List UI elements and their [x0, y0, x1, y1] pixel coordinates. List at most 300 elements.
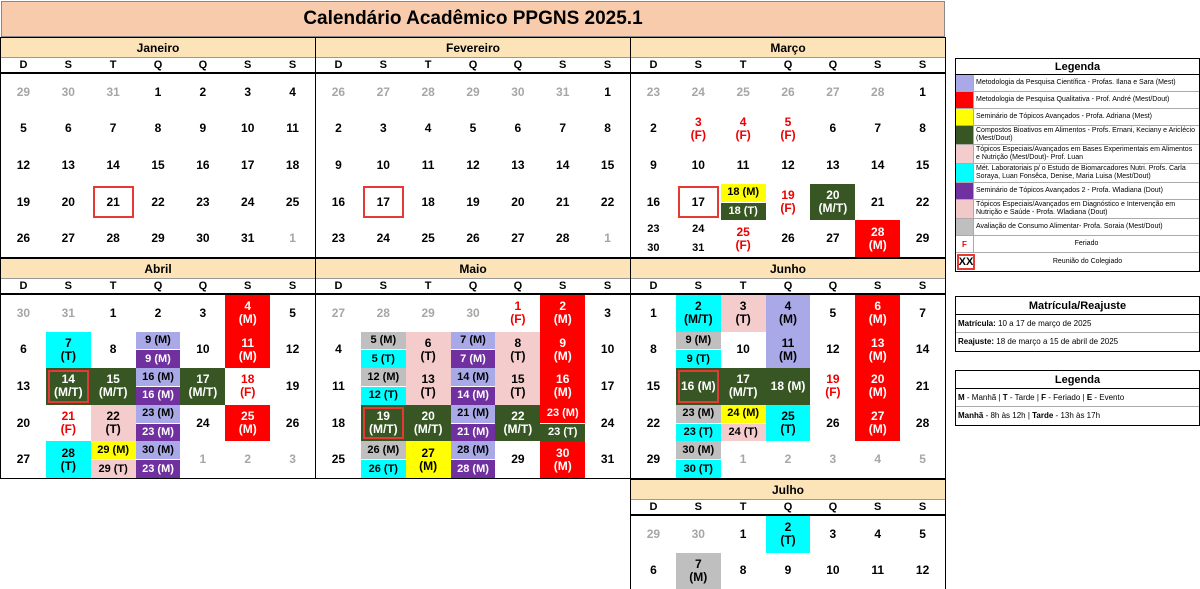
weekday-label: Q: [513, 280, 523, 292]
month-grid: [316, 295, 630, 478]
day-cell: [540, 405, 585, 442]
day-cell: [810, 147, 855, 184]
day-content: [540, 184, 585, 221]
day-content: [721, 553, 766, 589]
day-number: 28: [915, 415, 930, 430]
day-cell: [855, 441, 900, 478]
day-number: 22: [915, 194, 930, 209]
day-content: [316, 295, 361, 332]
day-number: 5: [829, 305, 837, 320]
legend-panel: [955, 58, 1200, 272]
day-cell: [180, 184, 225, 221]
day-cell: [270, 405, 315, 442]
day-cell: [136, 184, 181, 221]
weekday-header: [316, 58, 630, 74]
day-content: [766, 332, 811, 369]
day-half: 28 (M): [451, 459, 496, 478]
day-content: [91, 111, 136, 148]
day-cell: [1, 295, 46, 332]
day-content: [270, 111, 315, 148]
month-março: [630, 37, 946, 258]
day-cell: [810, 441, 855, 478]
day-cell: [1, 220, 46, 257]
day-number: 27: [871, 409, 885, 424]
day-half: 9 (M): [136, 349, 181, 368]
day-cell: [585, 295, 630, 332]
day-number: 26: [781, 84, 795, 99]
month-name: Maio: [316, 259, 630, 279]
week-row: [1, 74, 315, 111]
day-cell: [361, 220, 406, 257]
weekday-label: D: [334, 280, 343, 292]
day-content: [136, 220, 181, 257]
day-cell: [136, 111, 181, 148]
day-number: 24: [241, 194, 255, 209]
day-cell: [631, 368, 676, 405]
day-cell: [631, 220, 676, 257]
day-number: 25: [241, 409, 255, 424]
day-number: 20: [826, 188, 840, 203]
day-cell: [270, 295, 315, 332]
day-half: 9 (M): [136, 332, 181, 350]
day-note: (M): [779, 312, 797, 327]
weekday-label: S: [694, 59, 702, 71]
day-number: 26: [331, 84, 346, 99]
day-number: 18 (M): [770, 378, 806, 393]
day-cell: [270, 111, 315, 148]
day-number: 26: [16, 231, 31, 246]
day-number: 22: [106, 409, 120, 424]
day-cell: [585, 74, 630, 111]
day-number: 15: [151, 157, 165, 172]
day-number: 9: [650, 157, 657, 172]
day-number: 26: [466, 231, 480, 246]
day-cell: [766, 184, 811, 221]
day-note: (M/T): [818, 201, 848, 216]
month-grid: [631, 516, 945, 589]
day-number: 28: [871, 84, 885, 99]
weekday-label: S: [874, 59, 882, 71]
day-number: 21: [106, 194, 120, 209]
day-cell: [721, 220, 766, 257]
day-number: 29: [466, 84, 480, 99]
day-number: 29: [646, 526, 661, 541]
day-cell: [316, 405, 361, 442]
day-half: 24: [692, 222, 705, 235]
day-cell: [766, 111, 811, 148]
day-half: 16 (M): [136, 386, 181, 405]
day-number: 24: [600, 415, 615, 430]
day-cell: [540, 295, 585, 332]
day-content: [631, 405, 676, 442]
day-note: (M): [553, 385, 572, 400]
day-number: 8: [739, 563, 747, 578]
day-number: 2: [154, 305, 162, 320]
day-cell: [766, 74, 811, 111]
day-number: 21: [556, 194, 570, 209]
day-cell: [180, 147, 225, 184]
day-note: (F): [60, 422, 76, 437]
day-content: [540, 220, 585, 257]
day-half: 31: [676, 238, 721, 257]
day-number: 1: [919, 84, 926, 99]
weekday-label: T: [109, 280, 117, 292]
day-number: 20: [421, 409, 435, 424]
day-content: [180, 147, 225, 184]
day-number: 3: [829, 452, 837, 467]
day-cell: [676, 147, 721, 184]
day-cell: [855, 74, 900, 111]
weekday-label: S: [288, 59, 297, 71]
day-note: (M/T): [188, 385, 218, 400]
day-half: 23: [647, 222, 660, 235]
day-number: 13: [826, 157, 840, 172]
day-number: 3: [739, 299, 747, 314]
day-content: [91, 147, 136, 184]
month-name: Julho: [631, 480, 945, 500]
day-number: 26: [826, 415, 840, 430]
month-grid: [631, 295, 945, 478]
day-content: [1, 111, 46, 148]
day-cell: [270, 220, 315, 257]
day-cell: [180, 111, 225, 148]
day-number: 23: [331, 231, 346, 246]
day-cell: [91, 405, 136, 442]
day-number: 25: [736, 84, 750, 99]
day-content: [810, 184, 855, 221]
matricula-value: 10 a 17 de março de 2025: [998, 319, 1092, 328]
day-cell: [810, 516, 855, 553]
day-number: 8: [109, 342, 117, 357]
day-cell: [316, 220, 361, 257]
day-number: 1: [109, 305, 117, 320]
day-content: [495, 295, 540, 332]
enrollment-row: [956, 333, 1199, 351]
day-cell: [721, 295, 766, 332]
day-cell: [676, 74, 721, 111]
day-half: 23 (M): [136, 423, 181, 442]
day-number: 29: [646, 452, 661, 467]
day-cell: [766, 332, 811, 369]
day-number: 30: [16, 305, 31, 320]
day-number: 22: [646, 415, 661, 430]
day-content: [495, 368, 540, 405]
day-cell: [46, 220, 91, 257]
day-number: 19: [781, 188, 795, 203]
day-cell: [900, 405, 945, 442]
day-number: 15: [511, 372, 525, 387]
day-cell: [900, 147, 945, 184]
day-cell: [406, 295, 451, 332]
day-cell: [495, 220, 540, 257]
month-name: Março: [631, 38, 945, 58]
day-content: [900, 553, 945, 589]
day-content: [316, 405, 361, 442]
weekday-label: S: [694, 501, 702, 513]
day-content: [585, 441, 630, 478]
legend-swatch: [956, 109, 974, 125]
day-half: 26 (M): [361, 441, 406, 459]
week-row: [631, 441, 945, 478]
day-number: 19: [16, 194, 31, 209]
day-number: 6: [829, 121, 837, 136]
day-cell: [721, 441, 766, 478]
day-content: [631, 553, 676, 589]
day-content: [1, 295, 46, 332]
day-number: 30: [466, 305, 480, 320]
day-cell: [225, 368, 270, 405]
day-cell: [180, 405, 225, 442]
legend-item: [956, 145, 1199, 164]
weekday-label: Q: [468, 59, 478, 71]
weekday-label: S: [603, 59, 612, 71]
day-content: [900, 295, 945, 332]
day-half: 29 (M): [91, 441, 136, 459]
day-number: 4: [289, 84, 296, 99]
day-number: 22: [511, 409, 525, 424]
day-cell: [136, 441, 181, 478]
day-number: 9: [199, 121, 207, 136]
day-number: 17: [600, 378, 615, 393]
day-half: 26 (T): [361, 459, 406, 478]
weekday-label: S: [64, 59, 72, 71]
day-number: 24: [376, 231, 390, 246]
day-content: [631, 111, 676, 148]
day-cell: [631, 184, 676, 221]
day-number: 27: [16, 452, 31, 467]
week-row: [316, 111, 630, 148]
day-cell: [1, 111, 46, 148]
day-cell: [406, 147, 451, 184]
day-content: [676, 147, 721, 184]
day-content: [676, 111, 721, 148]
day-note: (F): [780, 127, 796, 142]
day-cell: [270, 368, 315, 405]
day-note: (T): [510, 348, 526, 363]
day-number: 8: [604, 121, 611, 136]
day-cell: [721, 184, 766, 221]
abbrev-row: [956, 389, 1199, 407]
month-grid: [316, 74, 630, 257]
week-row: [1, 405, 315, 442]
day-cell: [361, 441, 406, 478]
day-number: 20: [61, 194, 75, 209]
day-note: (M): [868, 422, 887, 437]
day-content: [316, 332, 361, 369]
day-number: 11: [241, 335, 255, 350]
day-number: 3: [244, 84, 252, 99]
day-content: [631, 516, 676, 553]
day-content: [361, 111, 406, 148]
day-cell: [316, 368, 361, 405]
day-cell: [495, 405, 540, 442]
day-cell: [91, 368, 136, 405]
day-content: [361, 147, 406, 184]
day-content: [91, 184, 136, 221]
day-cell: [225, 147, 270, 184]
day-half: 9 (M): [676, 332, 721, 350]
day-content: [766, 74, 811, 111]
day-cell: [406, 405, 451, 442]
day-cell: [1, 147, 46, 184]
day-content: [495, 332, 540, 369]
day-content: [270, 405, 315, 442]
day-content: [270, 441, 315, 478]
day-note: (F): [240, 385, 256, 400]
day-cell: [136, 368, 181, 405]
day-content: [585, 368, 630, 405]
day-number: 14: [61, 372, 75, 387]
day-content: [1, 405, 46, 442]
legend-title: Legenda: [956, 59, 1199, 75]
day-cell: [46, 295, 91, 332]
day-cell: [316, 111, 361, 148]
day-cell: [136, 74, 181, 111]
day-number: 13: [61, 157, 75, 172]
day-content: [585, 295, 630, 332]
day-number: 26: [285, 415, 300, 430]
month-name: Abril: [1, 259, 315, 279]
day-cell: [316, 147, 361, 184]
day-number: 28: [421, 84, 435, 99]
day-number: 10: [196, 342, 210, 357]
day-content: [136, 111, 181, 148]
day-cell: [270, 332, 315, 369]
day-number: 19: [285, 378, 300, 393]
day-cell: [631, 516, 676, 553]
day-note: (T): [780, 422, 796, 437]
day-number: 28: [871, 224, 885, 239]
day-number: 21: [871, 194, 885, 209]
day-number: 11: [736, 157, 750, 172]
legend-swatch: [956, 183, 974, 199]
day-cell: [766, 295, 811, 332]
day-note: (M): [419, 458, 438, 473]
abbrev-text: - Tarde |: [1007, 393, 1042, 402]
weekday-label: S: [918, 280, 927, 292]
day-cell: [631, 332, 676, 369]
day-cell: [136, 332, 181, 369]
day-number: 25: [285, 194, 300, 209]
day-cell: [495, 184, 540, 221]
day-number: 13: [421, 372, 435, 387]
day-content: [225, 184, 270, 221]
day-content: [495, 184, 540, 221]
day-half: 14 (M): [451, 368, 496, 386]
day-number: 1: [604, 231, 611, 246]
day-number: 15: [106, 372, 120, 387]
day-content: [585, 405, 630, 442]
day-content: [316, 74, 361, 111]
day-content: [766, 295, 811, 332]
day-cell: [810, 74, 855, 111]
day-cell: [585, 184, 630, 221]
day-number: 28: [61, 445, 75, 460]
day-content: [225, 441, 270, 478]
day-number: 14: [915, 342, 930, 357]
day-content: [585, 220, 630, 257]
day-cell: [495, 147, 540, 184]
day-number: 9: [559, 335, 567, 350]
legend-swatch: F: [956, 236, 974, 252]
day-cell: [270, 147, 315, 184]
day-content: [900, 147, 945, 184]
day-note: (T): [510, 385, 526, 400]
weekday-label: T: [424, 280, 432, 292]
day-cell: [46, 332, 91, 369]
day-content: [676, 184, 721, 221]
day-number: 10: [736, 342, 750, 357]
day-number: 10: [691, 157, 705, 172]
day-cell: [406, 220, 451, 257]
day-cell: [316, 295, 361, 332]
day-cell: [721, 111, 766, 148]
day-note: (M): [689, 569, 708, 584]
day-content: [136, 295, 181, 332]
day-number: 4: [784, 299, 792, 314]
day-number: 3: [604, 305, 611, 320]
day-content: [766, 147, 811, 184]
weekday-label: Q: [198, 59, 208, 71]
week-row: [316, 368, 630, 405]
day-content: [361, 295, 406, 332]
day-content: [855, 184, 900, 221]
day-content: [810, 74, 855, 111]
day-content: [406, 220, 451, 257]
legend-text: Metodologia de Pesquisa Qualitativa - Prof. André (Mest/Dout): [976, 96, 1170, 103]
day-content: [270, 332, 315, 369]
day-cell: [451, 295, 496, 332]
legend-swatch: [956, 75, 974, 91]
day-content: [361, 184, 406, 221]
day-content: [180, 74, 225, 111]
day-cell: [361, 332, 406, 369]
day-note: (M/T): [413, 422, 443, 437]
day-cell: [766, 405, 811, 442]
day-cell: [540, 111, 585, 148]
day-number: 3: [199, 305, 207, 320]
day-number: 18: [421, 194, 435, 209]
month-grid: [1, 295, 315, 478]
day-number: 10: [600, 342, 615, 357]
day-cell: [900, 111, 945, 148]
day-cell: [1, 184, 46, 221]
day-number: 17: [241, 157, 255, 172]
day-content: [810, 553, 855, 589]
day-number: 31: [61, 305, 75, 320]
day-content: [180, 184, 225, 221]
day-number: 10: [241, 121, 255, 136]
day-note: (M): [868, 385, 887, 400]
day-cell: [900, 184, 945, 221]
day-number: 1: [154, 84, 162, 99]
day-number: 2: [784, 452, 792, 467]
day-content: [495, 405, 540, 442]
weekday-label: S: [874, 280, 882, 292]
month-grid: [1, 74, 315, 257]
day-content: [900, 368, 945, 405]
week-row: [316, 184, 630, 221]
day-content: [451, 295, 496, 332]
legend-swatch: [956, 92, 974, 108]
day-cell: [180, 441, 225, 478]
day-content: [855, 295, 900, 332]
day-content: [180, 111, 225, 148]
day-cell: [451, 111, 496, 148]
day-note: (M): [868, 312, 887, 327]
day-content: [225, 111, 270, 148]
weekday-label: S: [694, 280, 702, 292]
